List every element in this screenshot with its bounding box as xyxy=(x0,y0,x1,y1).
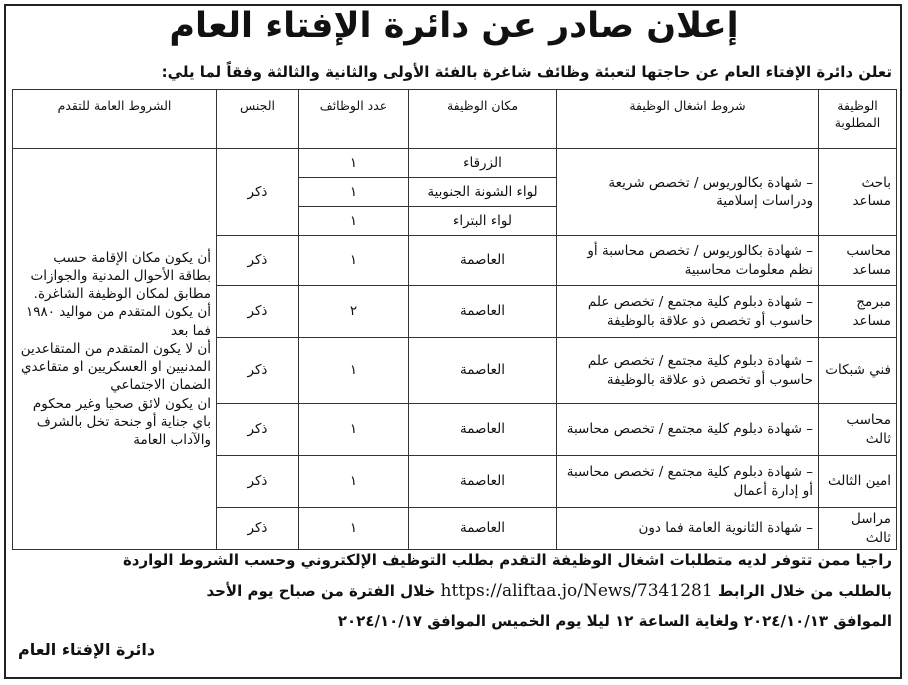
place-cell: العاصمة xyxy=(409,508,557,550)
count-cell: ١ xyxy=(299,338,409,404)
job-cell: محاسب ثالث xyxy=(819,404,897,456)
count-cell: ١ xyxy=(299,178,409,207)
place-cell: الزرقاء xyxy=(409,149,557,178)
announcement-title: إعلان صادر عن دائرة الإفتاء العام xyxy=(169,6,739,46)
table-header-row xyxy=(13,90,897,149)
job-cell: امين الثالث xyxy=(819,456,897,508)
requirements-cell: – شهادة بكالوريوس / تخصص شريعة ودراسات إسلامية xyxy=(557,149,819,236)
header-job: الوظيفة المطلوبة xyxy=(819,90,897,149)
job-cell: مراسل ثالث xyxy=(819,508,897,550)
gender-cell: ذكر xyxy=(217,286,299,338)
condition-residence: أن يكون مكان الإقامة حسب بطاقة الأحوال المدنية والجوازات مطابق لمكان الوظيفة الشاغرة. xyxy=(30,249,211,303)
gender-cell: ذكر xyxy=(217,508,299,550)
place-cell: العاصمة xyxy=(409,404,557,456)
table-row xyxy=(13,149,897,178)
gender-cell: ذكر xyxy=(217,338,299,404)
announcement-intro: تعلن دائرة الإفتاء العام عن حاجتها لتعبئة وظائف شاغرة بالفئة الأولى والثانية والثالثة وفقاً لما يلي: xyxy=(161,63,892,81)
place-cell: لواء البتراء xyxy=(409,207,557,236)
place-cell: لواء الشونة الجنوبية xyxy=(409,178,557,207)
header-place: مكان الوظيفة xyxy=(409,90,557,149)
issuer-signature: دائرة الإفتاء العام xyxy=(18,640,156,659)
instructions-line-3: الموافق ٢٠٢٤/١٠/١٣ ولغاية الساعة ١٢ ليلا يوم الخميس الموافق ٢٠٢٤/١٠/١٧ xyxy=(337,611,892,630)
general-conditions-cell xyxy=(13,149,217,550)
header-count: عدد الوظائف xyxy=(299,90,409,149)
job-cell: مبرمج مساعد xyxy=(819,286,897,338)
count-cell: ١ xyxy=(299,236,409,286)
header-requirements: شروط اشغال الوظيفة xyxy=(557,90,819,149)
place-cell: العاصمة xyxy=(409,236,557,286)
place-cell: العاصمة xyxy=(409,286,557,338)
count-cell: ٢ xyxy=(299,286,409,338)
count-cell: ١ xyxy=(299,207,409,236)
requirements-cell: – شهادة دبلوم كلية مجتمع / تخصص محاسبة xyxy=(557,404,819,456)
count-cell: ١ xyxy=(299,508,409,550)
count-cell: ١ xyxy=(299,149,409,178)
gender-cell: ذكر xyxy=(217,404,299,456)
instructions-before-link: بالطلب من خلال الرابط xyxy=(717,581,892,600)
place-cell: العاصمة xyxy=(409,456,557,508)
header-gender: الجنس xyxy=(217,90,299,149)
job-cell: فني شبكات xyxy=(819,338,897,404)
condition-not-retired: أن لا يكون المتقدم من المتقاعدين المدنيين او العسكريين او متقاعدي الضمان الاجتماعي xyxy=(20,340,211,394)
place-cell: العاصمة xyxy=(409,338,557,404)
requirements-cell: – شهادة دبلوم كلية مجتمع / تخصص محاسبة أو إدارة أعمال xyxy=(557,456,819,508)
gender-cell: ذكر xyxy=(217,456,299,508)
count-cell: ١ xyxy=(299,404,409,456)
instructions-line-1: راجيا ممن تتوفر لديه متطلبات اشغال الوظيفة التقدم بطلب التوظيف الإلكتروني وحسب الشروط الواردة xyxy=(122,551,892,569)
gender-cell: ذكر xyxy=(217,149,299,236)
jobs-table xyxy=(12,89,897,550)
requirements-cell: – شهادة بكالوريوس / تخصص محاسبة أو نظم معلومات محاسبية xyxy=(557,236,819,286)
job-cell: باحث مساعد xyxy=(819,149,897,236)
condition-birth-year: أن يكون المتقدم من مواليد ١٩٨٠ فما بعد xyxy=(26,304,211,339)
requirements-cell: – شهادة الثانوية العامة فما دون xyxy=(557,508,819,550)
application-link[interactable]: https://aliftaa.jo/News/7341281 xyxy=(440,580,713,601)
instructions-after-link: خلال الفترة من صباح يوم الأحد xyxy=(206,581,436,600)
requirements-cell: – شهادة دبلوم كلية مجتمع / تخصص علم حاسوب أو تخصص ذو علاقة بالوظيفة xyxy=(557,338,819,404)
condition-health-record: ان يكون لائق صحيا وغير محكوم باي جناية أو جنحة تخل بالشرف والآداب العامة xyxy=(32,395,211,448)
requirements-cell: – شهادة دبلوم كلية مجتمع / تخصص علم حاسوب أو تخصص ذو علاقة بالوظيفة xyxy=(557,286,819,338)
job-cell: محاسب مساعد xyxy=(819,236,897,286)
header-general-conditions: الشروط العامة للتقدم xyxy=(13,90,217,149)
count-cell: ١ xyxy=(299,456,409,508)
application-instructions xyxy=(12,546,892,635)
gender-cell: ذكر xyxy=(217,236,299,286)
instructions-line-2 xyxy=(12,575,892,607)
